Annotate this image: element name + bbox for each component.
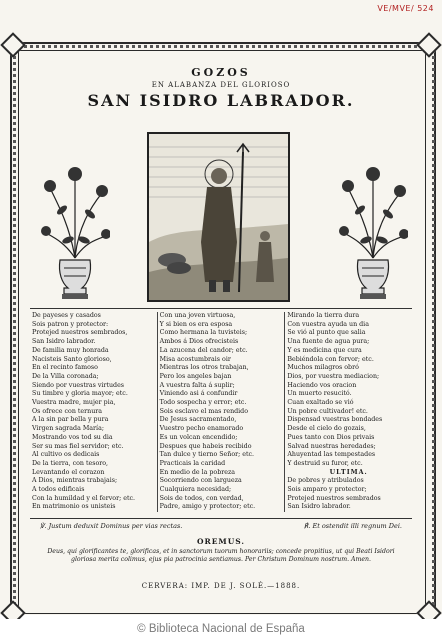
verse-line: Siendo por vuestras virtudes xyxy=(32,381,125,389)
verse-line: San Isidro labrador. xyxy=(287,503,351,511)
verse-line: De Jesus sacramentado, xyxy=(159,416,237,424)
verse-line: Es un volcan encendido; xyxy=(159,433,238,441)
verse-line: Sois esclavo el mas rendido xyxy=(159,407,248,415)
verse-line: Se vió al punto que salia xyxy=(287,329,366,337)
verse-line: Al cultivo os dedicais xyxy=(32,451,100,459)
document-subtitle: EN ALABANZA DEL GLORIOSO xyxy=(151,81,291,89)
verse-line: Os ofrece con ternura xyxy=(32,407,103,415)
verse-line: Viniendo asi á confundir xyxy=(159,390,238,398)
section-rule-top xyxy=(30,308,412,309)
verse-line: Tan dulce y tierno Señor; etc. xyxy=(159,451,255,459)
verse-line: Con vuestra ayuda un dia xyxy=(287,320,369,328)
verse-line: Pero los angeles bajan xyxy=(159,372,232,380)
verse-line: Salvad nuestras heredades; xyxy=(287,442,376,450)
verse-line: Mirando la tierra dura xyxy=(287,312,360,319)
verse-line: Y es medicina que cura xyxy=(287,346,362,354)
verse-column-3 xyxy=(284,312,412,512)
verse-line: Dios, por vuestra mediacion; xyxy=(287,372,380,380)
verse-line: De familia muy honrada xyxy=(32,346,109,354)
verse-line: Vuestro pecho enamorado xyxy=(159,425,244,433)
verse-line: De pobres y atribulados xyxy=(287,477,364,485)
response-text: ℟. Et ostendit illi regnum Dei. xyxy=(303,522,402,530)
saint-name-heading: SAN ISIDRO LABRADOR. xyxy=(87,91,355,110)
flower-vase-left-illustration xyxy=(40,148,110,318)
final-stanza-heading: ULTIMA. xyxy=(329,468,368,476)
document-title: GOZOS xyxy=(191,66,251,79)
verse-line: Con la humildad y el fervor; etc. xyxy=(32,494,135,502)
verse-line: En matrimonio os unisteis xyxy=(32,503,116,511)
verse-line: Nacisteis Santo glorioso, xyxy=(32,355,112,363)
verse-line: Socorriendo con largueza xyxy=(159,477,242,485)
saint-engraving-illustration xyxy=(147,132,290,302)
verse-line: La azucena del candor; etc. xyxy=(159,346,248,354)
verse-line: A vuestra falta á suplir; xyxy=(159,381,235,389)
library-credit-footer: © Biblioteca Nacional de España xyxy=(0,619,442,640)
verse-line: Haciendo vos oracion xyxy=(287,381,357,389)
verse-line: Dispensad vuestras bondades xyxy=(287,416,383,424)
verse-line: En medio de la pobreza xyxy=(159,468,236,476)
verse-line: Practicais la caridad xyxy=(159,459,226,467)
verse-line: Pues tanto con Dios privais xyxy=(287,433,375,441)
verse-line: Vuestra madre, mujer pia, xyxy=(32,399,116,407)
verse-line: Una fuente de agua pura; xyxy=(287,338,370,346)
verse-line: Bebiéndola con fervor; etc. xyxy=(287,355,374,363)
verse-line: Ambos á Dios ofrecisteis xyxy=(159,338,239,346)
verse-line: Con una joven virtuosa, xyxy=(159,312,236,319)
verse-line: Un muerto resucitó. xyxy=(287,390,352,398)
verse-line: Despues que habeis recibido xyxy=(159,442,252,450)
verse-line: Desde el cielo do gozais, xyxy=(287,425,366,433)
verse-line: Todo sospecha y error; etc. xyxy=(159,399,247,407)
verse-line: Y destruid su furor, etc. xyxy=(287,459,363,467)
verse-column-1 xyxy=(30,312,157,512)
verse-line: Cualquiera necesidad; xyxy=(159,486,232,494)
verse-line: Sois amparo y protector; xyxy=(287,486,367,494)
verse-line: Levantando el corazon xyxy=(32,468,105,476)
verse-line: Protejed nuestros sembrados xyxy=(287,494,381,502)
verse-line: Ser su mas fiel servidor; etc. xyxy=(32,442,124,450)
verse-line: De la Villa coronada; xyxy=(32,372,99,380)
verse-line: A la sin par bella y pura xyxy=(32,416,109,424)
verse-line: Y si bien os era esposa xyxy=(159,320,233,328)
versicle-text: ℣. Justum deduxit Dominus per vias rectas. xyxy=(40,522,183,530)
prayer-text: Deus, qui glorificantes te, glorificas, et in sanctorum tuorum honorariis; concede propitius, ut qui Beati Isidori gloriosa merita colimus, ejus pia patrocinia sentiamus. Per Christum Dominum nostrum. Amen. xyxy=(47,548,395,563)
verse-line: A Dios, mientras trabajais; xyxy=(32,477,118,485)
verse-line: Mostrando vos tod su dia xyxy=(32,433,113,441)
verse-line: Ahuyentad las tempestades xyxy=(287,451,376,459)
verse-line: Misa acostumbrais oir xyxy=(159,355,231,363)
verse-line: De payeses y casados xyxy=(32,312,101,319)
verse-line: A todos edificais xyxy=(32,486,85,494)
verse-line: En el recinto famoso xyxy=(32,364,98,372)
verse-line: Padre, amigo y protector; etc. xyxy=(159,503,256,511)
verse-line: Un pobre cultivador! etc. xyxy=(287,407,368,415)
verse-line: Sois de todos, con verdad, xyxy=(159,494,244,502)
printer-imprint: CERVERA: IMP. DE J. SOLÉ.—1888. xyxy=(141,582,301,590)
verse-line: San Isidro labrador. xyxy=(32,338,96,346)
section-rule-bottom xyxy=(30,518,412,519)
verse-line: Sois patron y protector: xyxy=(32,320,109,328)
oremus-heading: OREMUS. xyxy=(196,537,246,546)
verse-line: Mientras los otros trabajan, xyxy=(159,364,249,372)
versicle-response-line xyxy=(40,522,402,530)
verse-line: Cuan exaltado se vió xyxy=(287,399,354,407)
verse-line: De la tierra, con tesoro, xyxy=(32,459,109,467)
verse-line: Como hermana la tuvisteis; xyxy=(159,329,248,337)
verse-line: Muchos milagros obró xyxy=(287,364,359,372)
archive-mark: VE/MVE/ 524 xyxy=(377,4,434,13)
verse-column-2 xyxy=(157,312,285,512)
flower-vase-right-illustration xyxy=(338,148,408,318)
verse-line: Virgen sagrada María; xyxy=(32,425,104,433)
verses-block xyxy=(30,312,412,512)
verse-line: Su timbre y gloria mayor; etc. xyxy=(32,390,128,398)
verse-line: Protejed nuestros sembrados, xyxy=(32,329,128,337)
